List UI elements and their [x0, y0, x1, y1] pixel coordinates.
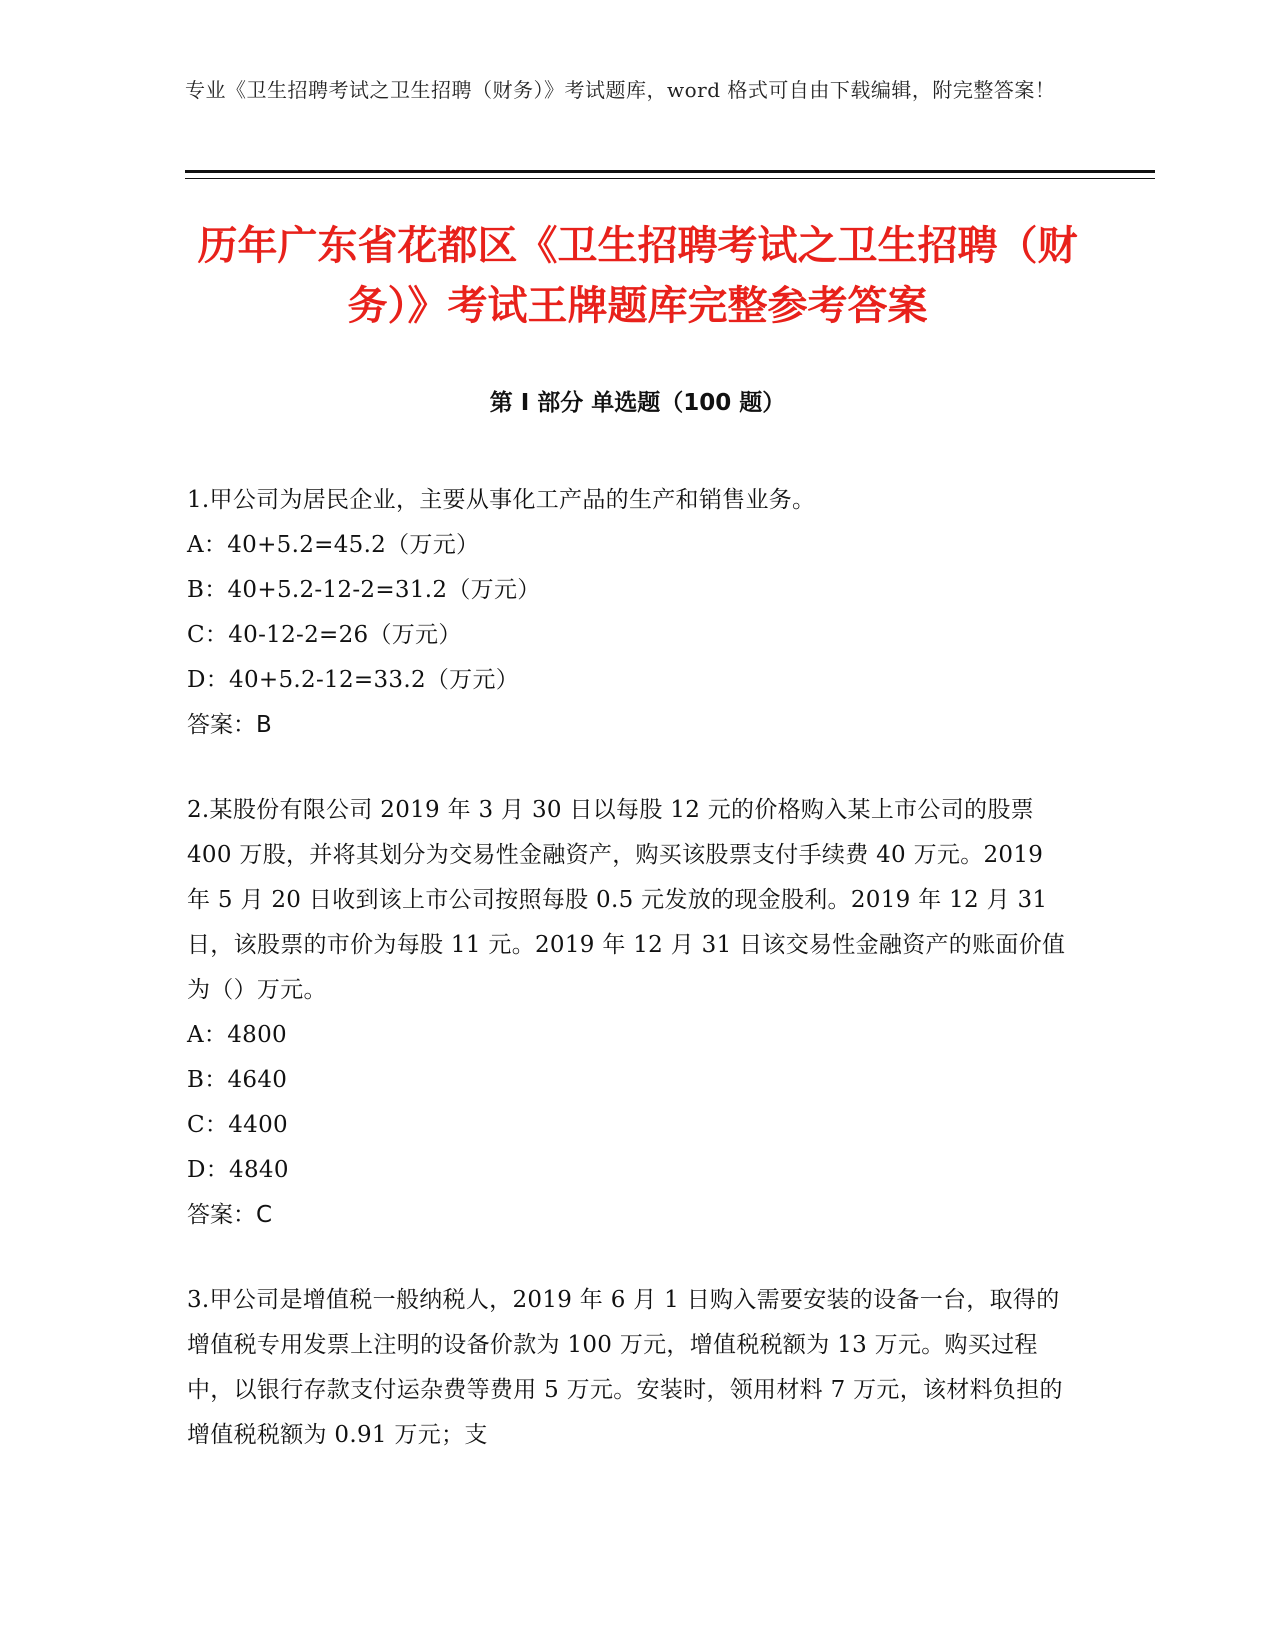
option-a: A：4800 — [187, 1022, 287, 1048]
section-heading: 第 I 部分 单选题（100 题） — [489, 390, 786, 416]
option-a: A：40+5.2=45.2（万元） — [187, 532, 480, 558]
question-stem: 3.甲公司是增值税一般纳税人，2019 年 6 月 1 日购入需要安装的设备一台，取得的增值税专用发票上注明的设备价款为 100 万元，增值税税额为 13 万元。购买过程中，以银行存款支付运杂费等费用 5 万元。安装时，领用材料 7 万元，该材料负担的增值税税额为 0.91 万元；支 — [187, 1287, 1063, 1448]
header-note: 专业《卫生招聘考试之卫生招聘（财务）》考试题库，word 格式可自由下载编辑，附完整答案！ — [185, 78, 1056, 102]
question-list — [187, 478, 1067, 1498]
option-d: D：4840 — [187, 1157, 289, 1183]
option-d: D：40+5.2-12=33.2（万元） — [187, 667, 520, 693]
document-title: 历年广东省花都区《卫生招聘考试之卫生招聘（财务）》考试王牌题库完整参考答案 — [197, 223, 1078, 329]
question-3 — [187, 1278, 1067, 1458]
header-rule-thin — [185, 178, 1155, 179]
question-stem: 2.某股份有限公司 2019 年 3 月 30 日以每股 12 元的价格购入某上市公司的股票 400 万股，并将其划分为交易性金融资产，购买该股票支付手续费 40 万元。2019 年 5 月 20 日收到该上市公司按照每股 0.5 元发放的现金股利。2019 年 12 月 31 日，该股票的市价为每股 11 元。2019 年 12 月 31 日该交易性金融资产的账面价值为（）万元。 — [187, 797, 1066, 1003]
option-b: B：4640 — [187, 1067, 288, 1093]
option-c: C：40-12-2=26（万元） — [187, 622, 462, 648]
question-2 — [187, 788, 1067, 1238]
option-c: C：4400 — [187, 1112, 288, 1138]
question-stem: 1.甲公司为居民企业，主要从事化工产品的生产和销售业务。 — [187, 487, 816, 513]
answer-line: 答案：B — [187, 712, 272, 738]
question-1 — [187, 478, 1067, 748]
option-b: B：40+5.2-12-2=31.2（万元） — [187, 577, 541, 603]
answer-line: 答案：C — [187, 1202, 273, 1228]
header-rule-thick — [185, 170, 1155, 173]
